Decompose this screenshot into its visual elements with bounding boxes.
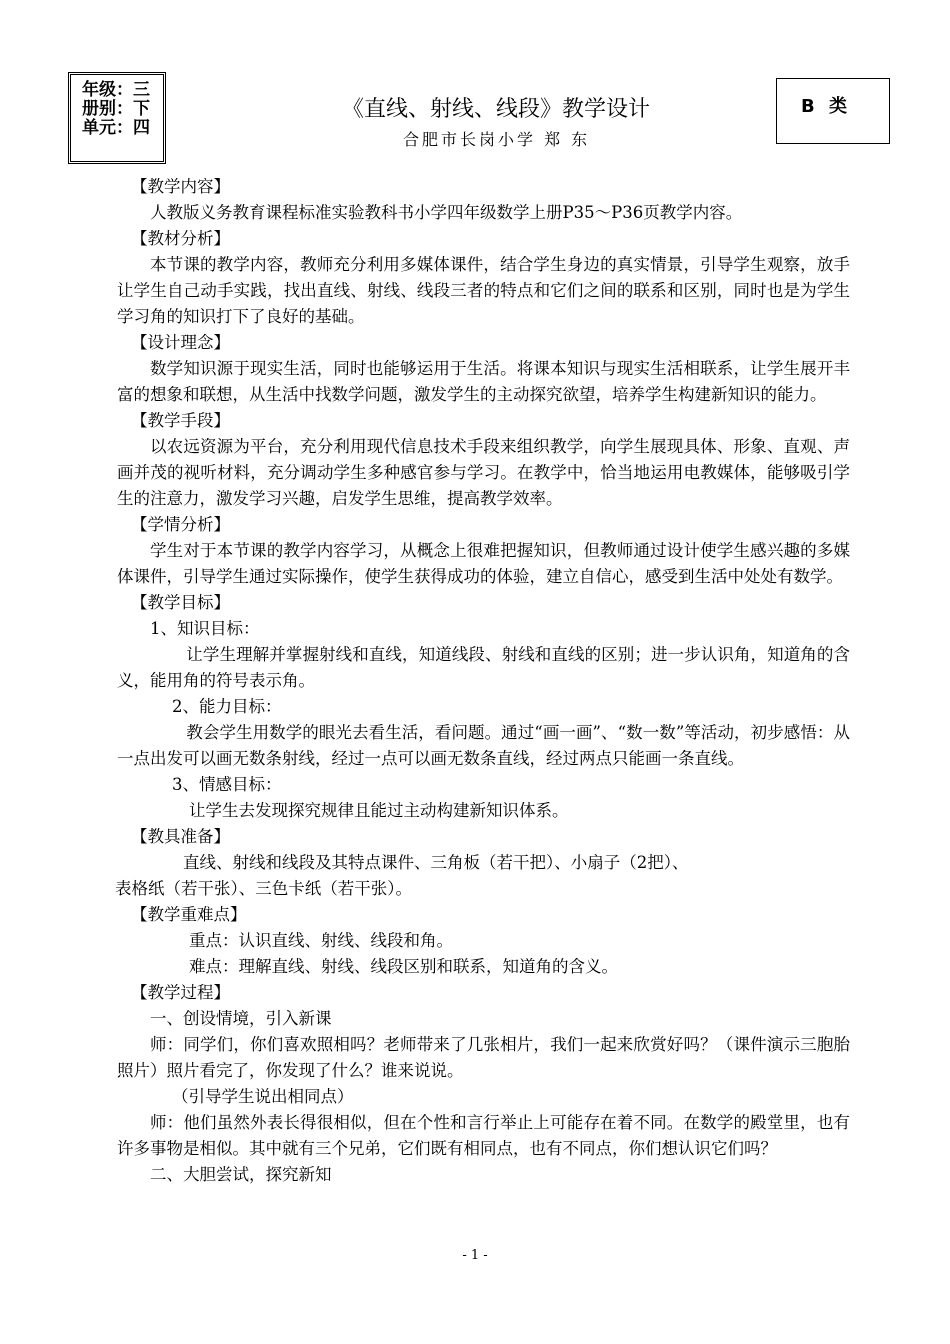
goal2-label: 2、能力目标： xyxy=(172,697,282,716)
document-subtitle: 合肥市长岗小学 郑 东 xyxy=(403,130,591,149)
tools-heading: 【教具准备】 xyxy=(131,827,230,846)
key-text: 重点：认识直线、射线、线段和角。 xyxy=(189,931,453,950)
means-heading: 【教学手段】 xyxy=(131,411,230,430)
tools-line2: 表格纸（若干张）、三色卡纸（若干张）。 xyxy=(115,879,412,898)
guide-text: （引导学生说出相同点） xyxy=(172,1087,354,1106)
difficult-text: 难点：理解直线、射线、线段区别和联系，知道角的含义。 xyxy=(189,957,618,976)
step1-title: 一、创设情境，引入新课 xyxy=(150,1009,332,1028)
students-text: 学生对于本节课的教学内容学习，从概念上很难把握知识，但教师通过设计使学生感兴趣的多媒体课件，引导学生通过实际操作，使学生获得成功的体验，建立自信心，感受到生活中处处有数学。 xyxy=(117,541,850,586)
concept-text: 数学知识源于现实生活，同时也能够运用于生活。将课本知识与现实生活相联系，让学生展开丰富的想象和联想，从生活中找数学问题，激发学生的主动探究欲望，培养学生构建新知识的能力。 xyxy=(117,359,850,404)
document-title: 《直线、射线、线段》教学设计 xyxy=(342,97,651,122)
class-label-box: B 类 xyxy=(776,78,890,144)
teacher2-text: 师：他们虽然外表长得很相似，但在个性和言行举止上可能存在着不同。在数学的殿堂里，也有许多事物是相似。其中就有三个兄弟，它们既有相同点，也有不同点，你们想认识它们吗？ xyxy=(117,1113,850,1158)
document-body xyxy=(117,174,850,1188)
goals-heading: 【教学目标】 xyxy=(131,593,230,612)
students-heading: 【学情分析】 xyxy=(131,515,230,534)
content-text: 人教版义务教育课程标准实验教科书小学四年级数学上册P35～P36页教学内容。 xyxy=(150,203,743,222)
teacher1-text: 师：同学们，你们喜欢照相吗？老师带来了几张相片，我们一起来欣赏好吗？（课件演示三胞胎照片）照片看完了，你发现了什么？谁来说说。 xyxy=(117,1035,850,1080)
process-heading: 【教学过程】 xyxy=(131,983,230,1002)
goal3-text: 让学生去发现探究规律且能过主动构建新知识体系。 xyxy=(189,801,569,820)
keypoints-heading: 【教学重难点】 xyxy=(131,905,247,924)
page-number: - 1 - xyxy=(462,1248,488,1263)
unit-label: 单元：四 xyxy=(82,118,150,138)
tools-line1: 直线、射线和线段及其特点课件、三角板（若干把）、小扇子（2把）、 xyxy=(183,853,689,872)
content-heading: 【教学内容】 xyxy=(131,177,230,196)
volume-label: 册别：下 xyxy=(82,99,150,119)
goal1-label: 1、知识目标： xyxy=(150,619,260,638)
goal1-text: 让学生理解并掌握射线和直线，知道线段、射线和直线的区别；进一步认识角，知道角的含义，能用角的符号表示角。 xyxy=(117,645,850,690)
step2-title: 二、大胆尝试，探究新知 xyxy=(150,1165,332,1184)
grade-label: 年级：三 xyxy=(82,80,150,100)
analysis-heading: 【教材分析】 xyxy=(131,229,230,248)
info-box xyxy=(68,72,166,164)
goal3-label: 3、情感目标： xyxy=(172,775,282,794)
goal2-text: 教会学生用数学的眼光去看生活，看问题。通过“画一画”、“数一数”等活动，初步感悟：从一点出发可以画无数条射线，经过一点可以画无数条直线，经过两点只能画一条直线。 xyxy=(117,723,850,768)
analysis-text: 本节课的教学内容，教师充分利用多媒体课件，结合学生身边的真实情景，引导学生观察，放手让学生自己动手实践，找出直线、射线、线段三者的特点和它们之间的联系和区别，同时也是为学生学习角的知识打下了良好的基础。 xyxy=(117,255,850,326)
means-text: 以农远资源为平台，充分利用现代信息技术手段来组织教学，向学生展现具体、形象、直观、声画并茂的视听材料，充分调动学生多种感官参与学习。在教学中，恰当地运用电教媒体，能够吸引学生的注意力，激发学习兴趣，启发学生思维，提高教学效率。 xyxy=(117,437,850,508)
concept-heading: 【设计理念】 xyxy=(131,333,230,352)
